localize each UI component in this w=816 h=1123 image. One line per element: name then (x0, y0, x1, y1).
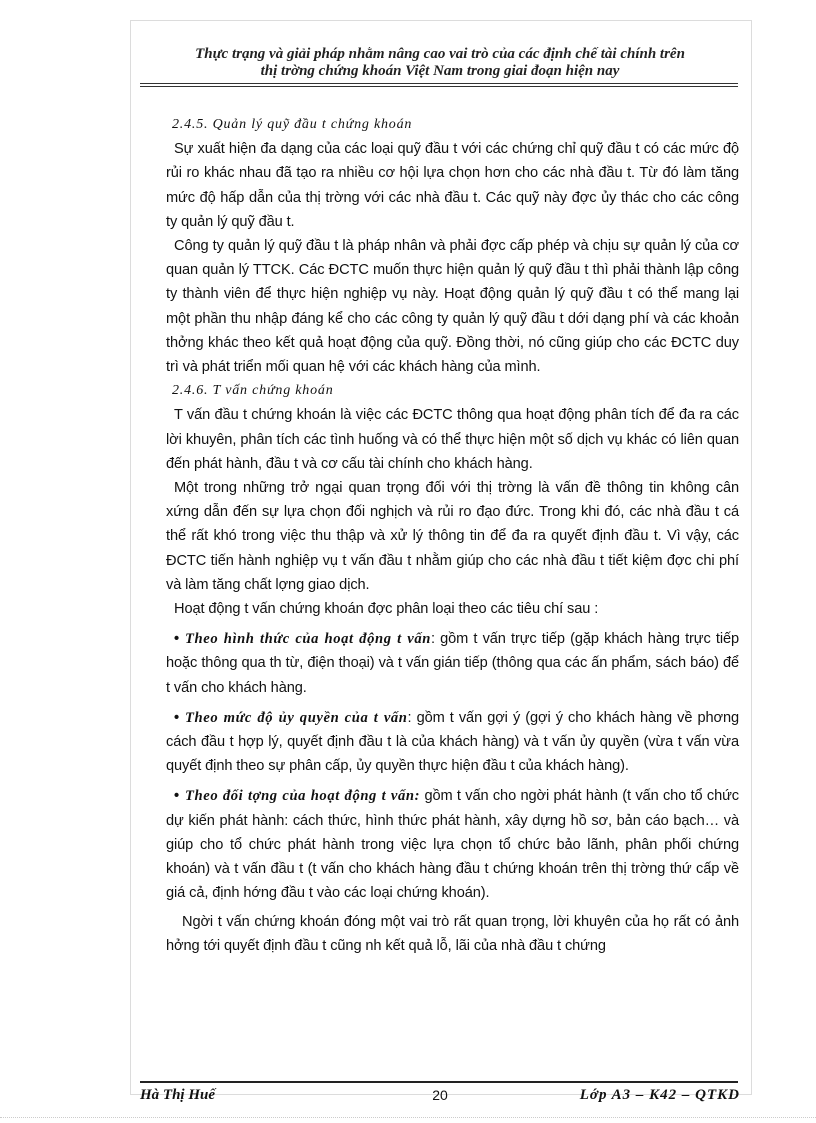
bullet-lead: Theo đối tợng của hoạt động t vấn: (185, 788, 421, 805)
bullet-item (166, 784, 739, 905)
header-line-1: Thực trạng và giải pháp nhằm nâng cao vai trò của các định chế tài chính trên (195, 46, 685, 62)
bullet-lead: Theo mức độ ủy quyền của t vấn (185, 709, 408, 726)
paragraph: Sự xuất hiện đa dạng của các loại quỹ đầu t với các chứng chỉ quỹ đầu t có các mức độ rủi ro khác nhau đã tạo ra nhiều cơ hội lựa chọn hơn cho các nhà đầu t. Từ đó làm tăng mức độ hấp dẫn của thị trờng với các nhà đầu t. Các quỹ này đợc ủy thác cho các công ty quản lý quỹ đầu t. (166, 141, 739, 230)
bullet-text: : gồm t vấn trực tiếp (gặp khách hàng trực tiếp hoặc thông qua th từ, điện thoại) và t vấn gián tiếp (thông qua các ấn phẩm, sách báo) để t vấn cho khách hàng. (166, 631, 740, 696)
footer-rule (140, 1081, 738, 1083)
bullet-lead: Theo hình thức của hoạt động t vấn (185, 631, 431, 648)
document-body (166, 113, 739, 958)
footer-author: Hà Thị Huế (140, 1087, 216, 1103)
paragraph: Một trong những trở ngại quan trọng đối với thị trờng là vấn đề thông tin không cân xứng dẫn đến sự lựa chọn đối nghịch và rủi ro đạo đức. Trong khi đó, các nhà đầu t cá thể rất khó trong việc thu thập và xử lý thông tin để đa ra quyết định đầu t. Vì vậy, các ĐCTC tiến hành nghiệp vụ t vấn đầu t nhằm giúp cho các nhà đầu t tiết kiệm đợc chi phí và làm tăng chất lợng giao dịch. (166, 480, 739, 593)
running-header (140, 46, 740, 80)
bullet-item (166, 627, 739, 700)
paragraph: Công ty quản lý quỹ đầu t là pháp nhân và phải đợc cấp phép và chịu sự quản lý của cơ quan quản lý TTCK. Các ĐCTC muốn thực hiện quản lý quỹ đầu t thì phải thành lập công ty thành viên để thực hiện nghiệp vụ này. Hoạt động quản lý quỹ đầu t có thể mang lại một phần thu nhập đáng kể cho các công ty quản lý quỹ đầu t dới dạng phí và các khoản thởng khác theo kết quả hoạt động của quỹ. Đồng thời, nó cũng giúp cho các ĐCTC duy trì và phát triển mối quan hệ với các khách hàng của mình. (166, 238, 739, 376)
header-rule (140, 83, 738, 84)
footer-class-label: Lớp A3 – K42 – QTKD (579, 1087, 740, 1103)
bullet-icon: • (174, 788, 180, 805)
paragraph: Hoạt động t vấn chứng khoán đợc phân loại theo các tiêu chí sau : (174, 601, 599, 618)
section-heading-2-4-6: 2.4.6. T vấn chứng khoán (172, 383, 334, 399)
bullet-item (166, 706, 739, 779)
bullet-text: gồm t vấn cho ngời phát hành (t vấn cho tổ chức dự kiến phát hành: cách thức, hình thức phát hành, xây dựng hồ sơ, bản cáo bạch… và giúp cho tổ chức phát hành trong việc lựa chọn tổ chức bảo lãnh, phân phối chứng khoán) và t vấn đầu t (t vấn cho khách hàng đầu t chứng khoán trên thị trờng thứ cấp về giá cả, định hớng đầu t vào các loại chứng khoán). (166, 788, 739, 902)
header-rule-secondary (140, 86, 738, 87)
bullet-icon: • (174, 709, 180, 726)
paragraph: Ngời t vấn chứng khoán đóng một vai trò rất quan trọng, lời khuyên của họ rất có ảnh hởng tới quyết định đầu t cũng nh kết quả lỗ, lãi của nhà đầu t chứng (166, 913, 739, 954)
section-heading-2-4-5: 2.4.5. Quản lý quỹ đầu t chứng khoán (172, 117, 413, 132)
running-footer (140, 1085, 740, 1105)
page-bottom-edge (0, 1117, 816, 1118)
paragraph: T vấn đầu t chứng khoán là việc các ĐCTC thông qua hoạt động phân tích để đa ra các lời khuyên, phân tích các tình huống và có thể thực hiện một số dịch vụ khác có liên quan đến phát hành, đầu t và cơ cấu tài chính cho khách hàng. (166, 407, 739, 472)
page-number: 20 (432, 1087, 448, 1103)
header-line-2: thị trờng chứng khoán Việt Nam trong giai đoạn hiện nay (260, 63, 620, 79)
bullet-text: : gồm t vấn gợi ý (gợi ý cho khách hàng về phơng cách đầu t hợp lý, quyết định đầu t là của khách hàng) và t vấn ủy quyền (vừa t vấn vừa quyết định theo sự phân cấp, ủy quyền thực hiện đầu t của khách hàng). (166, 709, 739, 775)
bullet-icon: • (174, 631, 180, 648)
